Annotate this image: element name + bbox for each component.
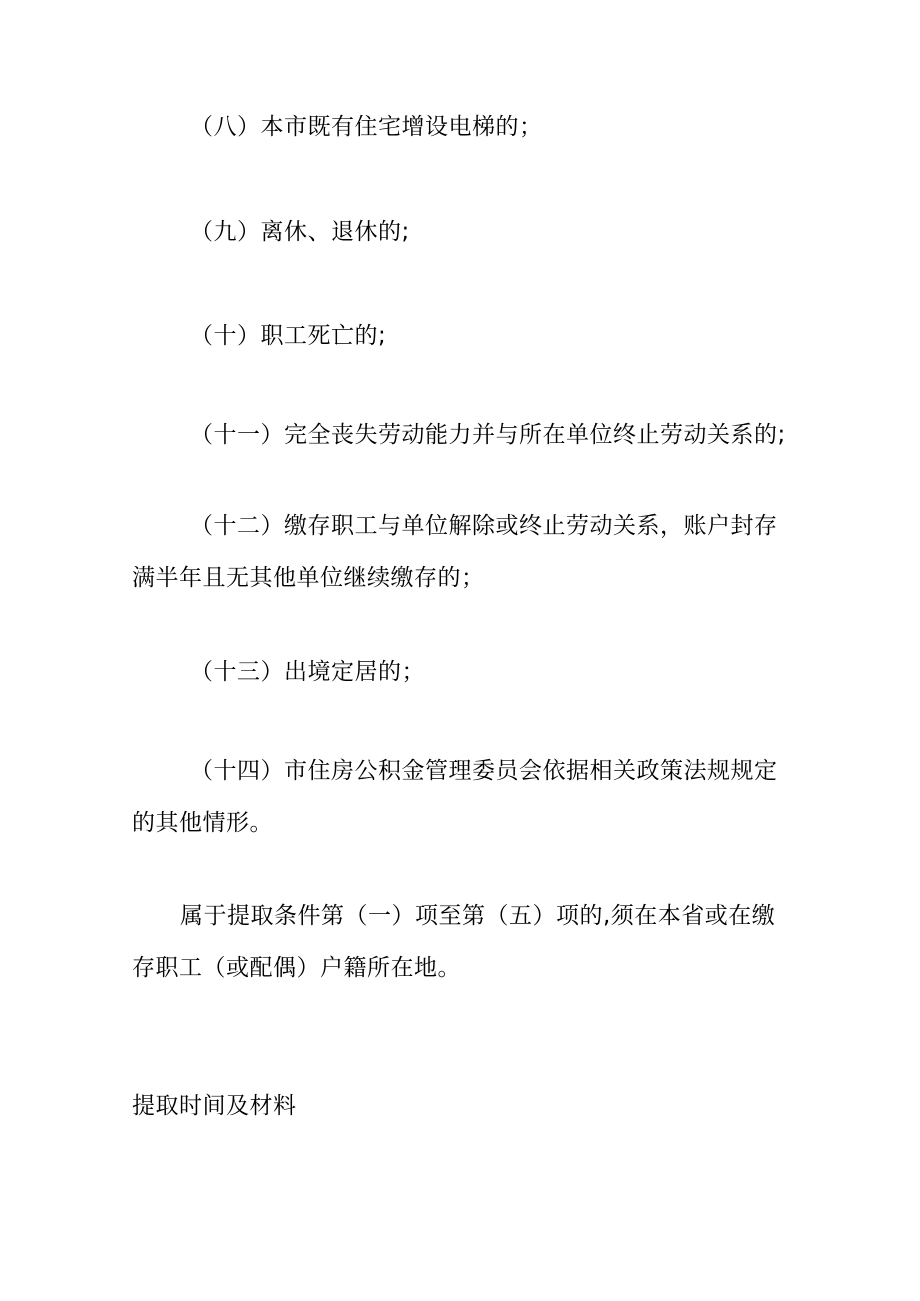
paragraph-item-9: （九）离休、退休的; <box>190 219 410 245</box>
paragraph-item-11: （十一）完全丧失劳动能力并与所在单位终止劳动关系的; <box>190 422 786 448</box>
paragraph-item-14: （十四）市住房公积金管理委员会依据相关政策法规规定的其他情形。 <box>132 758 778 836</box>
paragraph-item-10: （十）职工死亡的; <box>190 323 387 349</box>
paragraph-item-8: （八）本市既有住宅增设电梯的； <box>190 114 543 140</box>
paragraph-item-12: （十二）缴存职工与单位解除或终止劳动关系，账户封存满半年且无其他单位继续缴存的； <box>132 513 778 591</box>
paragraph-note: 属于提取条件第（一）项至第（五）项的,须在本省或在缴存职工（或配偶）户籍所在地。 <box>132 903 776 981</box>
section-heading: 提取时间及材料 <box>132 1093 297 1119</box>
paragraph-item-13: （十三）出境定居的； <box>190 659 425 685</box>
